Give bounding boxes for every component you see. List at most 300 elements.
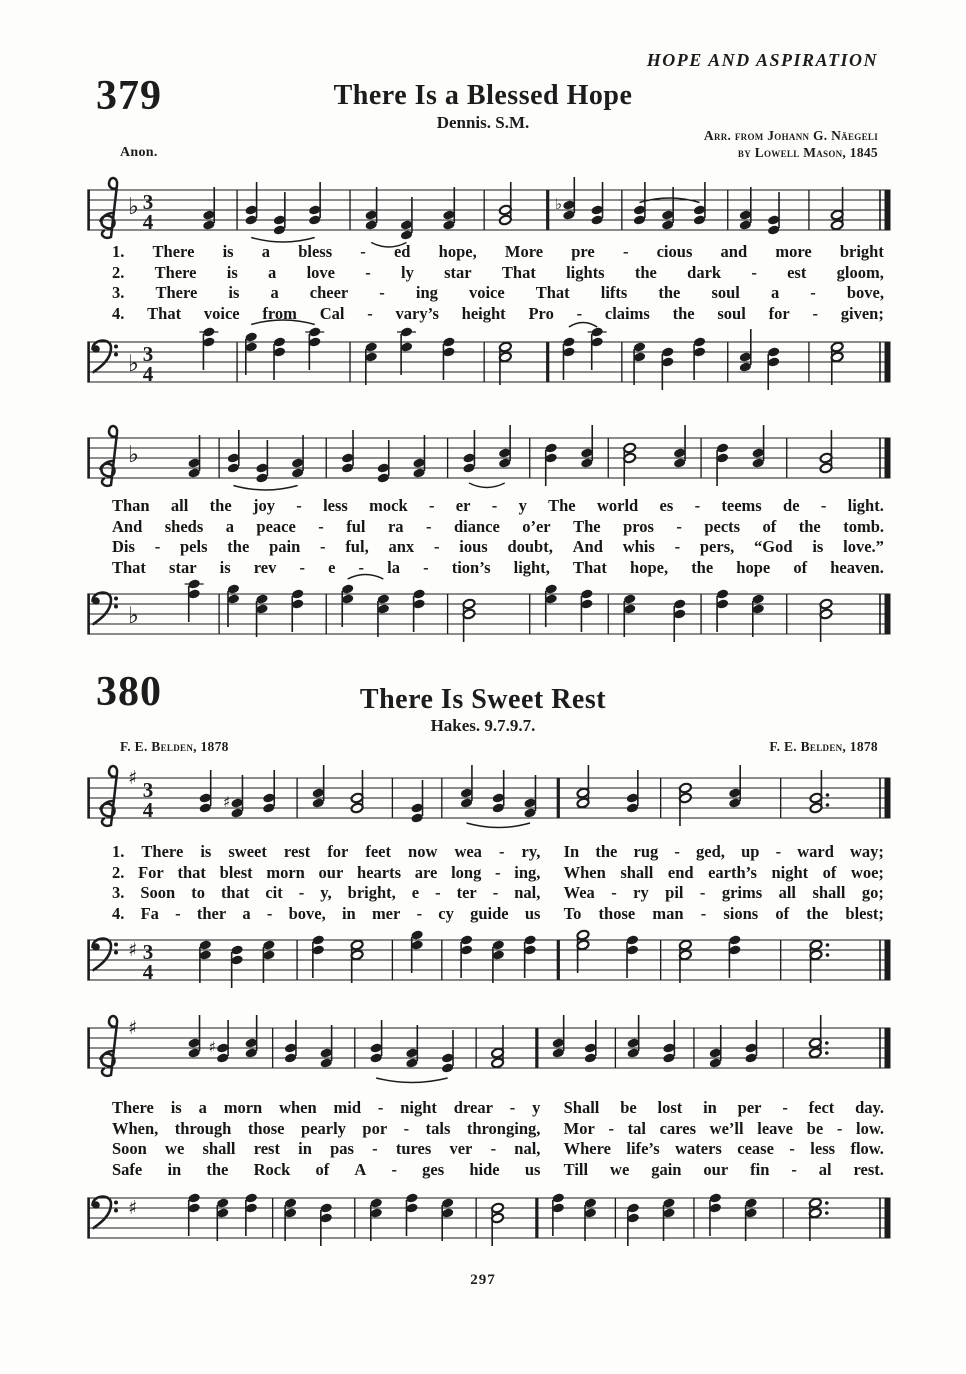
note-chord [410,929,423,973]
lyric-word: through [174,1118,232,1138]
lyric-word: - [791,1159,797,1179]
lyric-word: night [771,862,809,882]
lyric-word: pil [665,883,684,902]
lyric-word: 1. [112,242,125,261]
note-chord [662,1020,675,1064]
lyric-word: y, [320,883,332,902]
note-chord [584,1197,597,1241]
bass-clef-dot [114,943,118,947]
note-chord [709,1192,722,1236]
staff-drawing [88,1015,890,1083]
note-chord [809,1015,829,1059]
lyric-word: life’s [626,1139,660,1158]
lyric-word: That [501,262,536,282]
lyric-word: To [563,903,582,923]
lyric-word: lost [657,1098,683,1117]
lyric-word: Soon [140,883,176,902]
lyric-word: we [165,1139,185,1158]
lyric-word: leave [757,1118,793,1138]
lyric-word: - [433,537,440,556]
lyric-word: rest [253,1139,280,1158]
lyric-word: for [327,842,349,861]
lyric-word: feet [365,842,391,861]
note-chord [412,435,425,479]
time-signature-numerator: 3 [142,940,154,964]
lyric-word: - [789,1139,795,1158]
lyric-word: wea [454,842,482,861]
running-head: HOPE AND ASPIRATION [646,50,878,70]
note-chord [370,1020,383,1064]
lyric-word: now [408,842,438,861]
lyric-word: man [652,903,684,923]
note-chord [716,588,729,632]
hymn-379-arranger [704,127,878,161]
lyric-word: end [667,862,694,882]
lyric-word: - [775,842,782,861]
lyric-word: - [367,303,373,323]
note-chord [673,425,686,469]
lyric-word: Than [112,496,150,515]
lyric-word: - [425,516,432,536]
lyric-word: e [328,557,336,577]
lyric-word: pects [704,516,741,536]
lyric-word: - [377,1098,384,1117]
lyric-word: of [315,1159,330,1179]
note-chord [739,329,752,373]
lyric-word: rest. [853,1159,884,1179]
lyric-word: hearts [357,862,402,882]
lyric-phrase-left [112,863,540,884]
lyric-word: 4. [112,903,125,923]
lyric-word: al [818,1159,832,1179]
note-chord [590,182,603,226]
lyric-line [112,496,884,517]
lyric-word: day. [855,1098,884,1117]
lyric-word: cares [659,1118,696,1138]
staff-drawing [88,575,890,643]
lyric-word: hope, [630,557,669,577]
lyric-word: - [372,1139,378,1158]
note-chord [580,425,593,469]
time-signature-denominator: 4 [142,362,154,386]
lyric-word: woe; [850,862,884,882]
lyric-word: in [167,1159,182,1179]
lyric-word: earth’s [708,862,757,882]
note-chord [661,187,674,231]
lyric-word: heaven. [830,557,884,577]
lyric-word: teems [721,496,762,515]
lyric-word: those [247,1118,285,1138]
lyric-line [112,863,884,884]
lyric-word: That [535,283,570,302]
lyric-word: be [620,1098,637,1117]
lyric-word: 1. [112,842,125,861]
note-chord [752,593,765,637]
lyric-word: low. [855,1118,884,1138]
lyric-word: - [674,842,680,861]
lyric-word: ious [459,537,488,556]
lyric-word: the [634,262,657,282]
lyric-word: in [298,1139,312,1158]
note-chord [544,583,557,627]
lyric-word: ry, [521,842,541,861]
note-chord [216,1197,229,1241]
note-chord [227,430,240,474]
lyric-word: - [676,516,682,536]
lyric-word: is [222,242,234,261]
lyric-word: - [495,862,501,882]
lyric-word: - [299,557,305,577]
lyric-word: in [703,1098,717,1117]
lyric-word: - [700,903,707,923]
lyric-word: Wea [563,883,595,902]
note-chord [693,182,706,226]
note-chord [350,939,363,983]
lyric-word: - [416,903,423,923]
lyric-word: us [524,903,541,923]
note-chord [460,934,473,978]
lyric-phrase-right [564,883,884,904]
lyric-word: pels [179,537,208,556]
lyric-word: tal [627,1118,646,1138]
lyric-phrase-right [564,863,884,884]
note-chord [491,1025,504,1069]
lyric-word: a [242,903,251,923]
lyric-word: ful, [345,537,369,556]
lyric-word: - [490,1139,497,1158]
time-signature-numerator: 3 [142,342,154,366]
lyric-word: - [836,1118,843,1138]
lyric-word: we [610,1159,630,1179]
lyric-word: dark [687,262,722,282]
lyric-word: to [191,883,205,902]
key-signature: ♭ [128,442,139,468]
lyric-word: is [170,1098,182,1117]
staff-drawing [88,1192,890,1246]
lyric-word: Fa [140,903,159,923]
lyric-word: The [573,516,601,536]
lyric-word: por [362,1118,388,1138]
lyric-word: of [822,862,837,882]
lyric-word: - [611,883,617,902]
lyric-word: - [782,1098,788,1117]
lyric-word: long [451,862,482,882]
hymn-379-title: There Is a Blessed Hope [333,80,633,111]
page-number: 297 [470,1272,496,1288]
lyric-word: up [741,842,760,861]
lyric-word: - [175,903,181,923]
lyric-word: is [812,537,824,556]
lyric-word: ward [797,842,834,861]
lyric-word: - [810,283,816,302]
lyric-word: voice [203,303,240,323]
note-chord [442,187,455,231]
lyric-word: drear [453,1098,493,1117]
lyric-phrase-left [112,1098,540,1119]
lyric-word: - [318,516,324,536]
lyric-word: nal, [514,883,541,902]
lyric-word: Pro [528,303,554,323]
lyric-word: rev [253,557,277,577]
lyric-word: 3. [112,883,125,902]
lyric-word: - [296,496,302,515]
lyric-word: Mor [563,1118,595,1138]
lyric-word: cious [656,242,693,261]
staff-379-treble-1 [86,168,892,248]
note-chord [552,1192,565,1236]
note-chord [199,326,218,370]
lyric-word: flow. [850,1139,884,1158]
lyric-word: bove, [288,903,326,923]
lyric-word: more [775,242,812,261]
note-chord [728,934,741,978]
note-chord [320,1202,333,1246]
lyric-word: 3. [112,283,125,302]
lyric-word: soul [717,303,746,323]
lyric-word: is [226,262,238,282]
lyric-word: 2. [112,262,125,282]
note-chord [320,1025,333,1069]
lyric-word: bove, [846,283,884,302]
lyric-word: less [810,1139,836,1158]
lyric-word: pre [571,242,595,261]
lyrics-380-block-2 [112,1098,884,1180]
lyric-word: star [444,262,472,282]
note-chord [230,944,243,988]
lyric-word: cease [737,1139,774,1158]
note-chord [588,326,607,370]
lyric-line [112,242,884,263]
lyric-word: - [403,1118,410,1138]
lyric-phrase-left [112,883,540,904]
lyric-word: ges [422,1159,445,1179]
note-chord [199,939,212,983]
note-chord [209,1020,230,1064]
lyric-word: bright, [347,883,396,902]
slur [233,486,297,491]
lyric-word: mid [333,1098,362,1117]
lyric-word: the [206,1159,229,1179]
lyric-word: ter [456,883,477,902]
note-chord [819,430,832,474]
note-chord [442,336,455,380]
lyric-word: When [563,862,606,882]
note-chord [716,442,729,486]
lyric-word: morn [223,1098,263,1117]
lyric-word: when [279,1098,317,1117]
lyric-word: pers, [699,537,735,556]
lyric-line [112,1139,884,1160]
note-chord [499,341,512,385]
note-chord [819,598,832,642]
note-chord [498,425,511,469]
note-chord [273,192,286,236]
note-chord [308,182,321,226]
note-chord [245,1192,258,1236]
note-chord [202,187,215,231]
lyric-word: vary’s [395,303,439,323]
note-chord [273,336,286,380]
lyric-word: The [548,496,576,515]
lyric-phrase-right [564,1098,884,1119]
hymn-380-composer: F. E. Belden, 1878 [769,739,878,754]
lyric-line [112,283,884,304]
note-chord [623,442,636,486]
time-signature-numerator: 3 [142,190,154,214]
note-chord [199,770,212,814]
lyric-word: the [672,303,695,323]
lyric-word: sheds [164,516,204,536]
lyric-word: fin [750,1159,770,1179]
lyric-word: - [622,242,629,261]
lyric-word: of [762,516,777,536]
lyric-word: ly [401,262,414,282]
note-chord [744,1197,757,1241]
lyric-word: that [220,883,250,902]
lyric-line [112,517,884,538]
note-chord [831,341,844,385]
lyric-phrase-right [564,842,884,863]
time-signature-denominator: 4 [142,210,154,234]
note-chord [462,430,475,474]
note-chord [255,593,268,637]
time-signature-numerator: 3 [142,778,154,802]
lyric-word: ra [387,516,404,536]
lyric-word: - [498,842,505,861]
lyric-word: There [112,1098,154,1117]
note-chord [441,1030,454,1074]
lyric-word: pearly [301,1118,346,1138]
lyric-word: a [198,1098,207,1117]
lyric-word: pas [330,1139,354,1158]
note-chord [341,583,354,627]
key-signature: ♯ [128,939,138,961]
bass-clef-dot [114,1209,118,1213]
lyric-word: - [358,557,365,577]
lyric-word: - [365,262,371,282]
staff-drawing [88,929,890,988]
lyric-line [112,883,884,904]
note-chord [555,177,576,221]
note-chord [187,1192,200,1236]
lyric-word: sions [723,903,759,923]
lyric-line [112,1098,884,1119]
staff-380-bass-1 [86,918,892,998]
augmentation-dot [825,1211,829,1215]
lyric-word: gloom, [836,262,884,282]
lyric-word: a [268,262,277,282]
lyric-word: the [691,557,714,577]
note-chord [291,435,304,479]
note-chord [291,588,304,632]
lyric-word: the [798,516,821,536]
lyric-word: Safe [112,1159,143,1179]
lyric-word: blest [219,862,253,882]
staff-drawing [88,320,890,390]
lyric-word: y [518,496,527,515]
augmentation-dot [825,1041,829,1045]
note-chord [767,346,780,390]
note-chord [673,598,686,642]
note-chord [377,593,390,637]
note-chord [623,593,636,637]
lyric-word: blest; [845,903,884,923]
lyric-phrase-left [112,1119,540,1140]
note-chord [809,770,829,814]
lyric-word: - [608,1118,614,1138]
lyric-word: joy [252,496,275,515]
slur [467,823,531,828]
lyric-word: - [576,303,583,323]
lyric-word: thronging, [466,1118,541,1138]
lyric-line [112,263,884,284]
note-chord [626,934,639,978]
lyric-word: lifts [600,283,628,302]
lyric-word: - [820,496,827,515]
lyric-word: tals [425,1118,451,1138]
hymn-380-number: 380 [96,669,162,715]
note-chord [245,331,258,375]
augmentation-dot [826,803,830,807]
hymn-379-tune-meter: Dennis. S.M. [436,113,530,132]
note-chord [397,326,416,375]
lyric-word: all [170,496,189,515]
note-chord [365,341,378,385]
lyric-word: that [177,862,206,882]
note-chord [262,770,275,814]
note-chord [809,1197,829,1241]
note-chord [633,341,646,385]
note-chord [499,182,512,226]
lyric-word: star [169,557,197,577]
lyric-word: for [768,303,790,323]
lyric-phrase-left [112,1139,540,1160]
lyric-word: When, [112,1118,159,1138]
lyric-word: doubt, [507,537,553,556]
note-chord [341,430,354,474]
note-chord [767,192,780,236]
note-chord [460,765,473,809]
lyric-word: shall [812,883,846,902]
lyric-word: est [787,262,807,282]
lyric-word: voice [468,283,505,302]
lyric-word: all [778,883,797,902]
lyric-word: ry [633,883,649,902]
note-chord [312,934,325,978]
lyric-word: given; [840,303,884,323]
time-signature-denominator: 4 [142,798,154,822]
note-chord [405,1192,418,1236]
lyric-word: pain [269,537,301,556]
staff-379-treble-2 [86,416,892,496]
lyric-word: a [270,283,279,302]
note-chord [462,598,475,642]
staff-drawing [88,177,890,247]
lyric-word: er [455,496,471,515]
lyric-line [112,537,884,558]
lyric-word: hope, [438,242,477,261]
lyric-word: we’ll [709,1118,744,1138]
lyric-word: tion’s [451,557,491,577]
lyric-word: is [200,842,212,861]
lyric-word: ing, [514,862,541,882]
lyric-word: our [703,1159,729,1179]
bass-clef-dot [114,1201,118,1205]
lyrics-379-block-2 [112,496,884,578]
note-chord [728,765,741,809]
note-chord [262,939,275,983]
augmentation-dot [826,793,830,797]
